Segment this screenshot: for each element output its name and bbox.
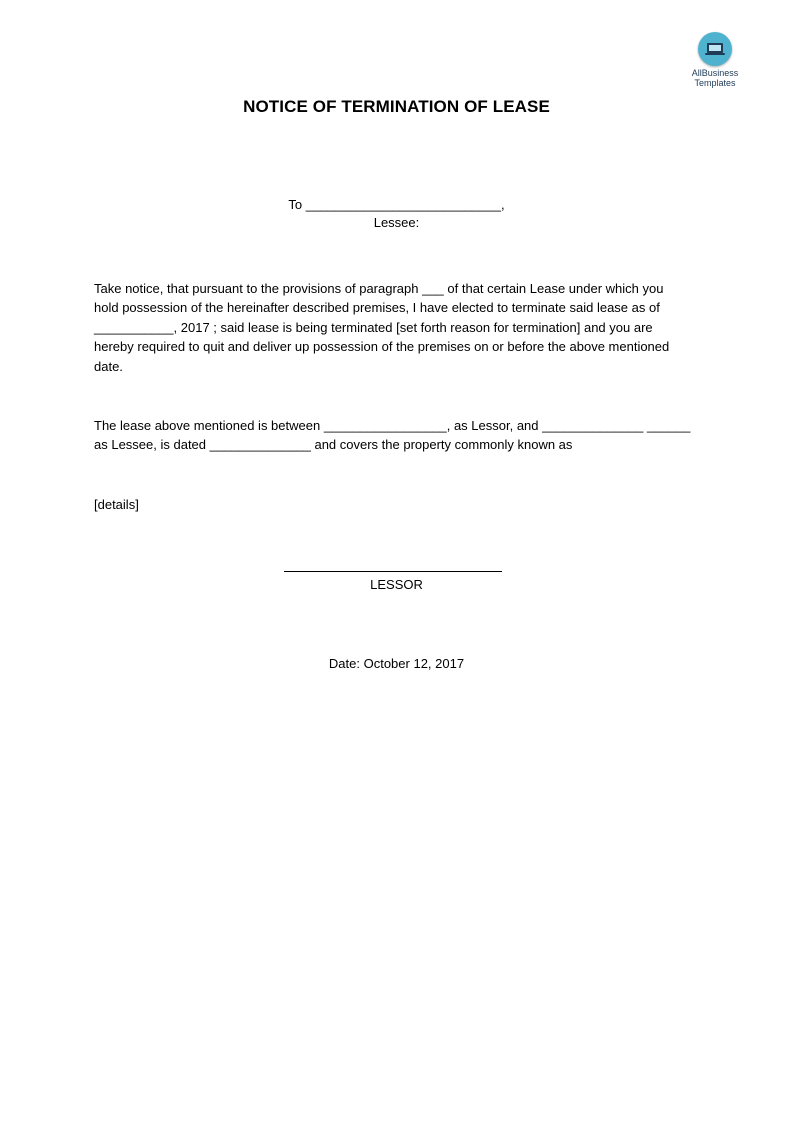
allbusiness-templates-logo: [688, 32, 742, 88]
notice-paragraph: [94, 279, 704, 376]
notice-line-5: date.: [94, 358, 123, 374]
notice-line-4: hereby required to quit and deliver up possession of the premises on or before the above mentioned: [94, 339, 670, 355]
lease-line-2: as Lessee, is dated ______________ and covers the property commonly known as: [94, 437, 573, 453]
lessor-label: LESSOR: [370, 577, 423, 592]
notice-line-1: Take notice, that pursuant to the provisions of paragraph ___ of that certain Lease under which you: [94, 281, 664, 296]
laptop-icon: [704, 41, 726, 57]
logo-badge: [698, 32, 732, 66]
logo-line-1: AllBusiness: [691, 68, 739, 78]
property-details: [details]: [94, 497, 139, 512]
lessor-signature-line: [284, 571, 502, 572]
lessee-label: Lessee:: [373, 215, 420, 230]
date-line: Date: October 12, 2017: [328, 656, 465, 671]
lease-paragraph: [94, 416, 704, 455]
notice-line-2: hold possession of the hereinafter described premises, I have elected to terminate said lease as of: [94, 300, 660, 316]
addressee-to-line: To ___________________________,: [288, 197, 505, 212]
notice-line-3: ___________, 2017 ; said lease is being terminated [set forth reason for termination] and you are: [94, 319, 653, 335]
logo-text: [688, 68, 742, 88]
logo-line-2: Templates: [694, 78, 736, 88]
lease-line-1: The lease above mentioned is between _________________, as Lessor, and ______________ ______: [94, 418, 691, 433]
document-title: NOTICE OF TERMINATION OF LEASE: [243, 97, 550, 116]
